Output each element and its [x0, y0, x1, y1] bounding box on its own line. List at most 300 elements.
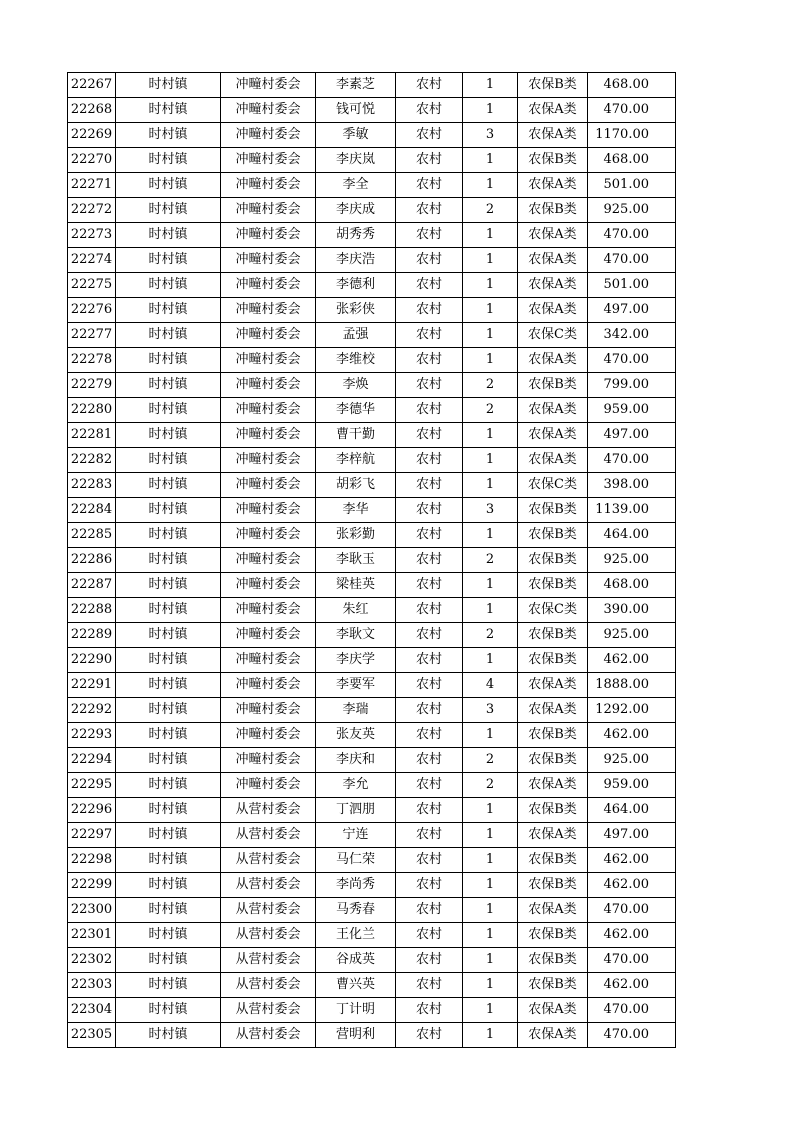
table-row	[68, 998, 676, 1023]
residence-type-cell: 农村	[396, 373, 463, 398]
town-cell: 时村镇	[116, 198, 221, 223]
record-id-cell: 22281	[68, 423, 116, 448]
insurance-category-cell: 农保B类	[518, 373, 588, 398]
person-name-cell: 李庆学	[316, 648, 396, 673]
person-name-cell: 李华	[316, 498, 396, 523]
town-cell: 时村镇	[116, 698, 221, 723]
person-name-cell: 马秀春	[316, 898, 396, 923]
insurance-category-cell: 农保B类	[518, 798, 588, 823]
town-cell: 时村镇	[116, 623, 221, 648]
person-name-cell: 李德华	[316, 398, 396, 423]
amount-cell: 497.00	[588, 298, 676, 323]
person-name-cell: 丁计明	[316, 998, 396, 1023]
household-size-cell: 1	[463, 523, 518, 548]
residence-type-cell: 农村	[396, 73, 463, 98]
insurance-category-cell: 农保A类	[518, 773, 588, 798]
person-name-cell: 李维校	[316, 348, 396, 373]
table-row	[68, 473, 676, 498]
residence-type-cell: 农村	[396, 898, 463, 923]
household-size-cell: 1	[463, 1023, 518, 1048]
village-committee-cell: 冲疃村委会	[221, 323, 316, 348]
amount-cell: 470.00	[588, 948, 676, 973]
table-row	[68, 523, 676, 548]
amount-cell: 925.00	[588, 548, 676, 573]
town-cell: 时村镇	[116, 398, 221, 423]
table-row	[68, 698, 676, 723]
amount-cell: 470.00	[588, 998, 676, 1023]
table-row	[68, 648, 676, 673]
amount-cell: 501.00	[588, 273, 676, 298]
table-row	[68, 823, 676, 848]
table-row	[68, 198, 676, 223]
insurance-category-cell: 农保B类	[518, 973, 588, 998]
person-name-cell: 李庆岚	[316, 148, 396, 173]
record-id-cell: 22292	[68, 698, 116, 723]
insurance-category-cell: 农保B类	[518, 548, 588, 573]
record-id-cell: 22299	[68, 873, 116, 898]
table-row	[68, 773, 676, 798]
person-name-cell: 李德利	[316, 273, 396, 298]
residence-type-cell: 农村	[396, 223, 463, 248]
record-id-cell: 22278	[68, 348, 116, 373]
town-cell: 时村镇	[116, 273, 221, 298]
town-cell: 时村镇	[116, 548, 221, 573]
household-size-cell: 1	[463, 998, 518, 1023]
table-row	[68, 98, 676, 123]
record-id-cell: 22305	[68, 1023, 116, 1048]
person-name-cell: 谷成英	[316, 948, 396, 973]
residence-type-cell: 农村	[396, 1023, 463, 1048]
residence-type-cell: 农村	[396, 123, 463, 148]
insurance-category-cell: 农保A类	[518, 698, 588, 723]
household-size-cell: 1	[463, 73, 518, 98]
residence-type-cell: 农村	[396, 948, 463, 973]
household-size-cell: 1	[463, 948, 518, 973]
amount-cell: 462.00	[588, 848, 676, 873]
insurance-category-cell: 农保A类	[518, 298, 588, 323]
person-name-cell: 曹干勤	[316, 423, 396, 448]
person-name-cell: 季敏	[316, 123, 396, 148]
amount-cell: 1888.00	[588, 673, 676, 698]
town-cell: 时村镇	[116, 448, 221, 473]
insurance-category-cell: 农保A类	[518, 98, 588, 123]
village-committee-cell: 冲疃村委会	[221, 598, 316, 623]
insurance-category-cell: 农保B类	[518, 198, 588, 223]
residence-type-cell: 农村	[396, 273, 463, 298]
insurance-category-cell: 农保B类	[518, 648, 588, 673]
village-committee-cell: 冲疃村委会	[221, 298, 316, 323]
person-name-cell: 李允	[316, 773, 396, 798]
residence-type-cell: 农村	[396, 648, 463, 673]
record-id-cell: 22298	[68, 848, 116, 873]
amount-cell: 470.00	[588, 98, 676, 123]
insurance-category-cell: 农保A类	[518, 273, 588, 298]
record-id-cell: 22284	[68, 498, 116, 523]
amount-cell: 462.00	[588, 873, 676, 898]
insurance-category-cell: 农保B类	[518, 848, 588, 873]
table-row	[68, 1023, 676, 1048]
insurance-category-cell: 农保A类	[518, 673, 588, 698]
amount-cell: 462.00	[588, 973, 676, 998]
insurance-category-cell: 农保B类	[518, 498, 588, 523]
insurance-category-cell: 农保A类	[518, 998, 588, 1023]
residence-type-cell: 农村	[396, 823, 463, 848]
village-committee-cell: 从营村委会	[221, 923, 316, 948]
insurance-category-cell: 农保A类	[518, 223, 588, 248]
village-committee-cell: 冲疃村委会	[221, 423, 316, 448]
village-committee-cell: 冲疃村委会	[221, 548, 316, 573]
residence-type-cell: 农村	[396, 323, 463, 348]
household-size-cell: 1	[463, 923, 518, 948]
amount-cell: 799.00	[588, 373, 676, 398]
table-row	[68, 573, 676, 598]
residence-type-cell: 农村	[396, 348, 463, 373]
record-id-cell: 22302	[68, 948, 116, 973]
household-size-cell: 2	[463, 773, 518, 798]
record-id-cell: 22271	[68, 173, 116, 198]
record-id-cell: 22275	[68, 273, 116, 298]
village-committee-cell: 冲疃村委会	[221, 398, 316, 423]
town-cell: 时村镇	[116, 648, 221, 673]
household-size-cell: 2	[463, 548, 518, 573]
amount-cell: 1170.00	[588, 123, 676, 148]
table-row	[68, 373, 676, 398]
amount-cell: 470.00	[588, 1023, 676, 1048]
table-row	[68, 848, 676, 873]
person-name-cell: 李尚秀	[316, 873, 396, 898]
town-cell: 时村镇	[116, 498, 221, 523]
amount-cell: 925.00	[588, 198, 676, 223]
village-committee-cell: 冲疃村委会	[221, 198, 316, 223]
amount-cell: 468.00	[588, 148, 676, 173]
residence-type-cell: 农村	[396, 748, 463, 773]
record-id-cell: 22288	[68, 598, 116, 623]
table-row	[68, 323, 676, 348]
village-committee-cell: 冲疃村委会	[221, 173, 316, 198]
insurance-category-cell: 农保A类	[518, 348, 588, 373]
record-id-cell: 22285	[68, 523, 116, 548]
village-committee-cell: 从营村委会	[221, 973, 316, 998]
record-id-cell: 22268	[68, 98, 116, 123]
record-id-cell: 22286	[68, 548, 116, 573]
residence-type-cell: 农村	[396, 423, 463, 448]
residence-type-cell: 农村	[396, 873, 463, 898]
insurance-category-cell: 农保A类	[518, 448, 588, 473]
residence-type-cell: 农村	[396, 848, 463, 873]
amount-cell: 470.00	[588, 248, 676, 273]
insurance-category-cell: 农保B类	[518, 923, 588, 948]
table-row	[68, 798, 676, 823]
residence-type-cell: 农村	[396, 923, 463, 948]
household-size-cell: 3	[463, 123, 518, 148]
amount-cell: 342.00	[588, 323, 676, 348]
table-row	[68, 598, 676, 623]
amount-cell: 390.00	[588, 598, 676, 623]
insurance-category-cell: 农保A类	[518, 1023, 588, 1048]
person-name-cell: 梁桂英	[316, 573, 396, 598]
village-committee-cell: 冲疃村委会	[221, 348, 316, 373]
residence-type-cell: 农村	[396, 973, 463, 998]
person-name-cell: 李素芝	[316, 73, 396, 98]
town-cell: 时村镇	[116, 848, 221, 873]
person-name-cell: 孟强	[316, 323, 396, 348]
amount-cell: 470.00	[588, 448, 676, 473]
table-row	[68, 748, 676, 773]
table-row	[68, 123, 676, 148]
table-row	[68, 873, 676, 898]
amount-cell: 462.00	[588, 923, 676, 948]
table-row	[68, 223, 676, 248]
household-size-cell: 1	[463, 148, 518, 173]
village-committee-cell: 从营村委会	[221, 823, 316, 848]
person-name-cell: 张友英	[316, 723, 396, 748]
person-name-cell: 张彩勤	[316, 523, 396, 548]
insurance-category-cell: 农保A类	[518, 898, 588, 923]
person-name-cell: 曹兴英	[316, 973, 396, 998]
person-name-cell: 李梓航	[316, 448, 396, 473]
residence-type-cell: 农村	[396, 998, 463, 1023]
insurance-category-cell: 农保C类	[518, 473, 588, 498]
town-cell: 时村镇	[116, 798, 221, 823]
town-cell: 时村镇	[116, 723, 221, 748]
residence-type-cell: 农村	[396, 523, 463, 548]
town-cell: 时村镇	[116, 348, 221, 373]
residence-type-cell: 农村	[396, 573, 463, 598]
insurance-category-cell: 农保B类	[518, 73, 588, 98]
town-cell: 时村镇	[116, 773, 221, 798]
person-name-cell: 胡彩飞	[316, 473, 396, 498]
record-id-cell: 22276	[68, 298, 116, 323]
person-name-cell: 李庆成	[316, 198, 396, 223]
amount-cell: 497.00	[588, 823, 676, 848]
household-size-cell: 3	[463, 698, 518, 723]
amount-cell: 468.00	[588, 73, 676, 98]
village-committee-cell: 冲疃村委会	[221, 673, 316, 698]
table-row	[68, 948, 676, 973]
town-cell: 时村镇	[116, 473, 221, 498]
record-id-cell: 22282	[68, 448, 116, 473]
insurance-category-cell: 农保A类	[518, 123, 588, 148]
household-size-cell: 1	[463, 248, 518, 273]
insurance-category-cell: 农保B类	[518, 148, 588, 173]
town-cell: 时村镇	[116, 123, 221, 148]
village-committee-cell: 冲疃村委会	[221, 623, 316, 648]
person-name-cell: 李全	[316, 173, 396, 198]
amount-cell: 959.00	[588, 773, 676, 798]
village-committee-cell: 冲疃村委会	[221, 523, 316, 548]
table-row	[68, 348, 676, 373]
household-size-cell: 1	[463, 348, 518, 373]
residence-type-cell: 农村	[396, 598, 463, 623]
household-size-cell: 3	[463, 498, 518, 523]
residence-type-cell: 农村	[396, 148, 463, 173]
residence-type-cell: 农村	[396, 723, 463, 748]
table-row	[68, 723, 676, 748]
table-body	[68, 73, 676, 1048]
household-size-cell: 1	[463, 323, 518, 348]
person-name-cell: 李焕	[316, 373, 396, 398]
amount-cell: 470.00	[588, 348, 676, 373]
record-id-cell: 22301	[68, 923, 116, 948]
record-id-cell: 22294	[68, 748, 116, 773]
town-cell: 时村镇	[116, 423, 221, 448]
table-row	[68, 248, 676, 273]
town-cell: 时村镇	[116, 323, 221, 348]
household-size-cell: 1	[463, 173, 518, 198]
town-cell: 时村镇	[116, 998, 221, 1023]
record-id-cell: 22287	[68, 573, 116, 598]
residence-type-cell: 农村	[396, 298, 463, 323]
person-name-cell: 李耿玉	[316, 548, 396, 573]
village-committee-cell: 冲疃村委会	[221, 648, 316, 673]
table-row	[68, 398, 676, 423]
record-id-cell: 22297	[68, 823, 116, 848]
household-size-cell: 1	[463, 98, 518, 123]
amount-cell: 1139.00	[588, 498, 676, 523]
residence-type-cell: 农村	[396, 448, 463, 473]
record-id-cell: 22304	[68, 998, 116, 1023]
record-id-cell: 22293	[68, 723, 116, 748]
town-cell: 时村镇	[116, 923, 221, 948]
town-cell: 时村镇	[116, 1023, 221, 1048]
village-committee-cell: 从营村委会	[221, 998, 316, 1023]
town-cell: 时村镇	[116, 173, 221, 198]
insurance-category-cell: 农保B类	[518, 573, 588, 598]
household-size-cell: 1	[463, 448, 518, 473]
record-id-cell: 22283	[68, 473, 116, 498]
household-size-cell: 1	[463, 273, 518, 298]
town-cell: 时村镇	[116, 948, 221, 973]
village-committee-cell: 从营村委会	[221, 848, 316, 873]
town-cell: 时村镇	[116, 598, 221, 623]
person-name-cell: 李瑞	[316, 698, 396, 723]
insurance-category-cell: 农保B类	[518, 948, 588, 973]
residence-type-cell: 农村	[396, 773, 463, 798]
household-size-cell: 1	[463, 898, 518, 923]
record-id-cell: 22295	[68, 773, 116, 798]
table-row	[68, 423, 676, 448]
household-size-cell: 1	[463, 598, 518, 623]
town-cell: 时村镇	[116, 298, 221, 323]
village-committee-cell: 冲疃村委会	[221, 498, 316, 523]
amount-cell: 497.00	[588, 423, 676, 448]
record-id-cell: 22303	[68, 973, 116, 998]
amount-cell: 925.00	[588, 748, 676, 773]
residence-type-cell: 农村	[396, 173, 463, 198]
residence-type-cell: 农村	[396, 623, 463, 648]
village-committee-cell: 冲疃村委会	[221, 273, 316, 298]
amount-cell: 470.00	[588, 898, 676, 923]
person-name-cell: 马仁荣	[316, 848, 396, 873]
amount-cell: 464.00	[588, 523, 676, 548]
town-cell: 时村镇	[116, 823, 221, 848]
amount-cell: 462.00	[588, 723, 676, 748]
village-committee-cell: 冲疃村委会	[221, 573, 316, 598]
village-committee-cell: 冲疃村委会	[221, 223, 316, 248]
town-cell: 时村镇	[116, 223, 221, 248]
residence-type-cell: 农村	[396, 673, 463, 698]
table-row	[68, 148, 676, 173]
village-committee-cell: 冲疃村委会	[221, 473, 316, 498]
record-id-cell: 22289	[68, 623, 116, 648]
village-committee-cell: 从营村委会	[221, 948, 316, 973]
residence-type-cell: 农村	[396, 548, 463, 573]
person-name-cell: 李庆和	[316, 748, 396, 773]
residence-type-cell: 农村	[396, 473, 463, 498]
insurance-category-cell: 农保B类	[518, 523, 588, 548]
table-row	[68, 623, 676, 648]
village-committee-cell: 冲疃村委会	[221, 773, 316, 798]
amount-cell: 464.00	[588, 798, 676, 823]
person-name-cell: 钱可悦	[316, 98, 396, 123]
table-row	[68, 898, 676, 923]
residence-type-cell: 农村	[396, 398, 463, 423]
residence-type-cell: 农村	[396, 198, 463, 223]
record-id-cell: 22300	[68, 898, 116, 923]
household-size-cell: 1	[463, 873, 518, 898]
table-row	[68, 548, 676, 573]
benefit-roster-table	[67, 72, 676, 1048]
village-committee-cell: 冲疃村委会	[221, 98, 316, 123]
table-row	[68, 448, 676, 473]
household-size-cell: 1	[463, 823, 518, 848]
insurance-category-cell: 农保A类	[518, 398, 588, 423]
residence-type-cell: 农村	[396, 98, 463, 123]
insurance-category-cell: 农保A类	[518, 823, 588, 848]
person-name-cell: 胡秀秀	[316, 223, 396, 248]
amount-cell: 1292.00	[588, 698, 676, 723]
residence-type-cell: 农村	[396, 698, 463, 723]
village-committee-cell: 冲疃村委会	[221, 123, 316, 148]
record-id-cell: 22267	[68, 73, 116, 98]
town-cell: 时村镇	[116, 573, 221, 598]
household-size-cell: 2	[463, 373, 518, 398]
household-size-cell: 1	[463, 723, 518, 748]
insurance-category-cell: 农保B类	[518, 748, 588, 773]
person-name-cell: 李耿文	[316, 623, 396, 648]
village-committee-cell: 冲疃村委会	[221, 373, 316, 398]
residence-type-cell: 农村	[396, 248, 463, 273]
person-name-cell: 宁连	[316, 823, 396, 848]
insurance-category-cell: 农保B类	[518, 723, 588, 748]
record-id-cell: 22290	[68, 648, 116, 673]
table-row	[68, 923, 676, 948]
table-row	[68, 498, 676, 523]
amount-cell: 462.00	[588, 648, 676, 673]
amount-cell: 959.00	[588, 398, 676, 423]
household-size-cell: 1	[463, 798, 518, 823]
town-cell: 时村镇	[116, 148, 221, 173]
village-committee-cell: 冲疃村委会	[221, 748, 316, 773]
village-committee-cell: 从营村委会	[221, 873, 316, 898]
insurance-category-cell: 农保A类	[518, 423, 588, 448]
household-size-cell: 1	[463, 973, 518, 998]
record-id-cell: 22270	[68, 148, 116, 173]
town-cell: 时村镇	[116, 98, 221, 123]
person-name-cell: 李庆浩	[316, 248, 396, 273]
household-size-cell: 2	[463, 748, 518, 773]
household-size-cell: 1	[463, 223, 518, 248]
household-size-cell: 4	[463, 673, 518, 698]
household-size-cell: 2	[463, 398, 518, 423]
village-committee-cell: 冲疃村委会	[221, 448, 316, 473]
person-name-cell: 丁泗朋	[316, 798, 396, 823]
household-size-cell: 1	[463, 298, 518, 323]
record-id-cell: 22291	[68, 673, 116, 698]
insurance-category-cell: 农保C类	[518, 323, 588, 348]
table-row	[68, 298, 676, 323]
amount-cell: 925.00	[588, 623, 676, 648]
